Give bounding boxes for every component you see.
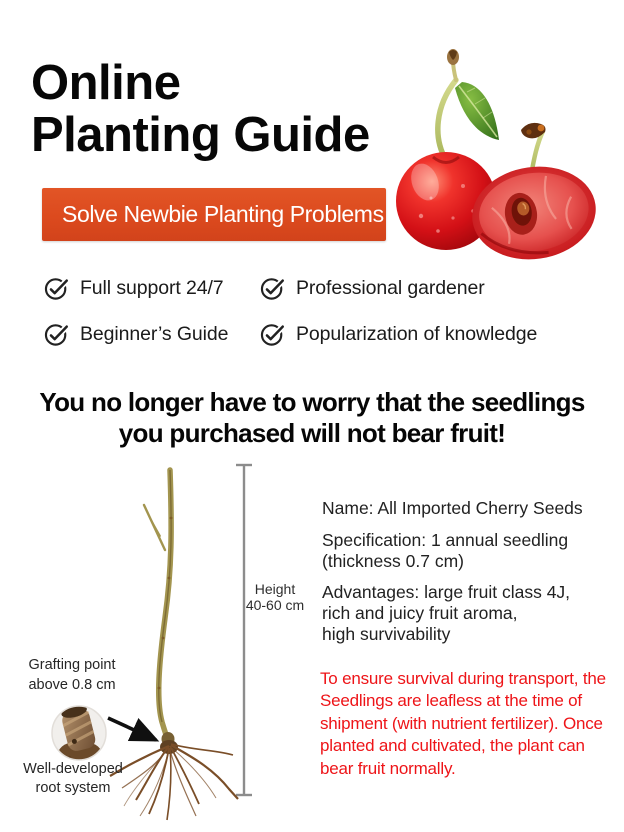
product-details — [322, 498, 622, 645]
notice-line2: Seedlings are leafless at the time of — [320, 691, 582, 711]
product-advantages-line1: Advantages: large fruit class 4J, — [322, 582, 571, 602]
feature-label: Beginner’s Guide — [80, 322, 229, 345]
banner — [42, 188, 386, 241]
check-circle-icon — [44, 276, 70, 301]
feature-label: Professional gardener — [296, 276, 485, 299]
headline — [0, 387, 624, 449]
page-title-line1: Online — [31, 56, 181, 110]
check-circle-icon — [44, 322, 70, 347]
feature-popularization — [260, 321, 537, 347]
product-advantages-line3: high survivability — [322, 624, 451, 644]
product-advantages-line2: rich and juicy fruit aroma, — [322, 603, 518, 623]
cherry-stem — [438, 80, 456, 160]
page-title — [31, 57, 370, 161]
notice-line4: planted and cultivated, the plant can — [320, 736, 585, 756]
feature-beginners-guide — [44, 321, 260, 347]
banner-label: Solve Newbie Planting Problems — [62, 201, 384, 227]
notice-line1: To ensure survival during transport, the — [320, 669, 606, 688]
page-title-line2: Planting Guide — [31, 108, 370, 162]
height-label: Height 40-60 cm — [245, 581, 305, 613]
feature-label: Full support 24/7 — [80, 276, 224, 299]
notice-line3: shipment (with nutrient fertilizer). Once — [320, 713, 603, 733]
feature-list — [44, 275, 537, 347]
product-spec-line2: (thickness 0.7 cm) — [322, 551, 464, 571]
product-spec-line1: Specification: 1 annual seedling — [322, 530, 569, 550]
headline-line1: You no longer have to worry that the seedlings — [39, 387, 585, 417]
pointer-arrow — [108, 718, 156, 740]
check-circle-icon — [260, 276, 286, 301]
notice-line5: bear fruit normally. — [320, 758, 456, 778]
seedling-stem — [159, 470, 171, 743]
height-measure-line — [236, 465, 252, 795]
check-circle-icon — [260, 322, 286, 347]
feature-label: Popularization of knowledge — [296, 322, 538, 345]
shipping-notice — [320, 668, 622, 780]
feature-professional-gardener — [260, 275, 537, 301]
product-name: Name: All Imported Cherry Seeds — [322, 498, 583, 518]
feature-full-support — [44, 275, 260, 301]
grafting-point-label: Grafting point above 0.8 cm — [28, 657, 116, 693]
headline-line2: you purchased will not bear fruit! — [118, 418, 506, 448]
root-system-label: Well-developed root system — [23, 761, 123, 796]
cherries-photo — [383, 26, 624, 262]
